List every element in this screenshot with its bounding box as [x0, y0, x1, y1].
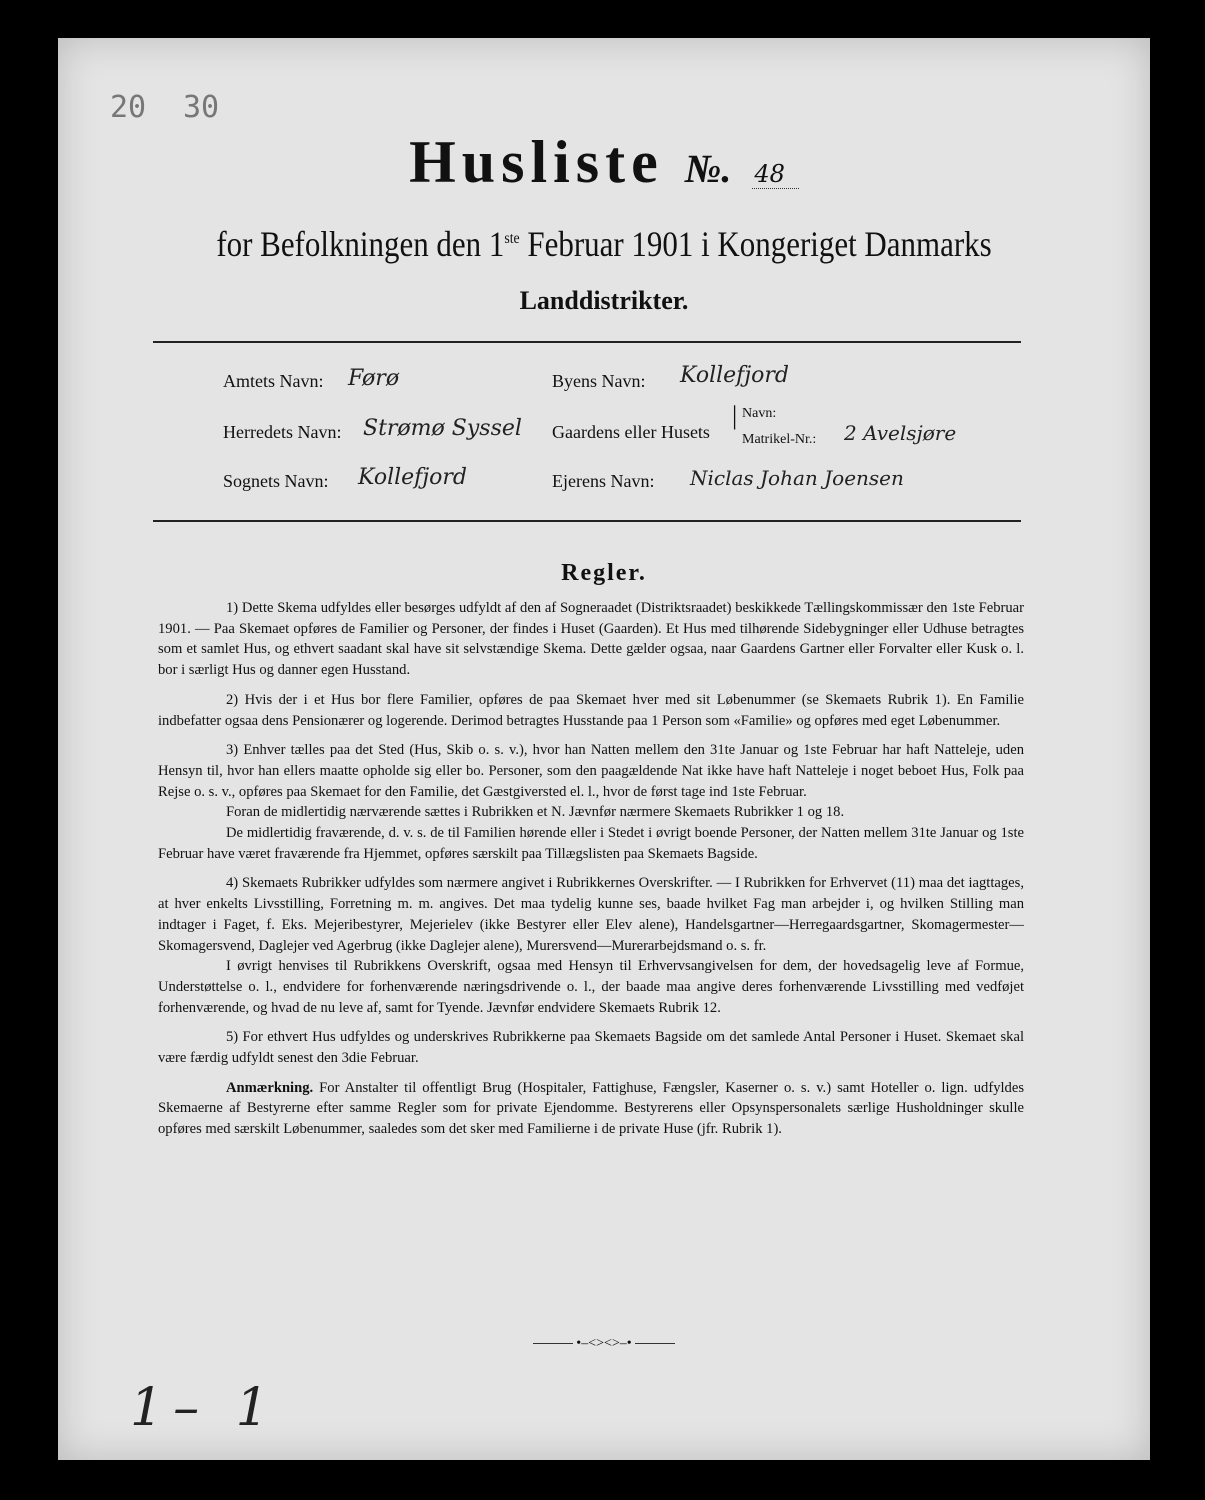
- navn-label: Navn:: [742, 406, 777, 421]
- stamp-number-right: 30: [183, 90, 220, 125]
- amt-value: Førø: [348, 366, 400, 391]
- rule-1: 1) Dette Skema udfyldes eller besørges udfyldt af den af Sogneraadet (Distriktsraadet) beskikkede Tællingskommissær den 1ste Februar 1901. — Paa Skemaet opføres de Familier og Personer, der findes i Huset (Gaarden). Et Hus med tilhørende Sidebygninger eller Udhuse betragtes som et samlet Hus, og ethvert saadant skal have sit selvstændige Skema. Dette gælder ogsaa, naar Gaardens Gartner eller Forvalter eller Kusk o. l. bor i særligt Hus og danner egen Husstand.: [158, 600, 1024, 679]
- sogn-label: Sognets Navn:: [223, 471, 329, 491]
- subtitle-pre: for Befolkningen den 1: [216, 224, 505, 264]
- rule-3: 3) Enhver tælles paa det Sted (Hus, Skib o. s. v.), hvor han Natten mellem den 31te Januar og 1ste Februar har haft Natteleje, uden Hensyn til, hvor han ellers maatte opholde sig eller bo. Personer, som den paagældende Nat ikke have haft Natteleje i noget beboet Hus, Folk paa Rejse o. s. v., opføres paa Skemaet for den Familie, det Gæstgiversted el. l., hvor de først tage ind 1ste Februar.: [158, 742, 1024, 800]
- subtitle-sup: ste: [504, 230, 520, 247]
- gaard-brace: |: [732, 401, 738, 430]
- rule-4b: I øvrigt henvises til Rubrikkens Overskrift, ogsaa med Hensyn til Erhvervsangivelsen for dem, der hovedsagelig leve af Formue, Understøttelse o. l., endvidere for forhenværende næringsdrivende o. l., der baade maa angive deres forhenværende Livsstilling med vedføjet forhenværende, og hvad de nu leve af, samt for Tyende. Jævnfør endvidere Skemaets Rubrik 12.: [158, 958, 1024, 1016]
- gaard-label: Gaardens eller Husets: [552, 422, 710, 442]
- rules-heading: Regler.: [561, 560, 647, 586]
- note-text: For Anstalter til offentligt Brug (Hospitaler, Fattighuse, Fængsler, Kaserner o. s. v.) samt Hoteller o. lign. udfyldes Skemaerne af Bestyrerne efter samme Regler som for private Ejendomme. Bestyrerens eller Opsynspersonalets særlige Husholdninger skulle opføres med særskilt Løbenummer, saaledes som det sker med Familierne i de private Huse (jfr. Rubrik 1).: [158, 1079, 1024, 1138]
- matrikel-value: 2 Avelsjøre: [844, 421, 957, 445]
- title-text: Husliste: [409, 129, 664, 195]
- number-value: 48: [752, 160, 799, 189]
- ejer-value: Niclas Johan Joensen: [690, 466, 904, 490]
- form-subtitle: [134, 223, 1073, 265]
- ornament-glyph: •–<><>–•: [576, 1336, 632, 1351]
- bottom-handwritten-mark: 1– 1: [130, 1378, 279, 1438]
- herred-label: Herredets Navn:: [223, 422, 342, 442]
- district-label: Landdistrikter.: [519, 286, 689, 315]
- ejer-label: Ejerens Navn:: [552, 471, 655, 491]
- herred-value: Strømø Syssel: [363, 416, 522, 441]
- subtitle-post: Februar 1901 i Kongeriget Danmarks: [519, 224, 992, 264]
- top-rule: [153, 341, 1021, 343]
- matrikel-label: Matrikel-Nr.:: [742, 432, 817, 447]
- ornament-line-right: [635, 1343, 675, 1344]
- rule-5: 5) For ethvert Hus udfyldes og underskrives Rubrikkerne paa Skemaets Bagside om det samlede Antal Personer i Huset. Skemaet skal være færdig udfyldt senest den 3die Februar.: [158, 1029, 1024, 1067]
- ornament-line-left: [533, 1343, 573, 1344]
- ornament: [58, 1336, 1150, 1352]
- rule-2: 2) Hvis der i et Hus bor flere Familier, opføres de paa Skemaet hver med sit Løbenummer (se Skemaets Rubrik 1). En Familie indbefatter ogsaa dens Pensionærer og logerende. Derimod betragtes Husstande paa 1 Person som «Familie» og opføres med eget Løbenummer.: [158, 691, 1024, 729]
- by-value: Kollefjord: [680, 363, 789, 388]
- note-label: Anmærkning.: [226, 1079, 314, 1096]
- number-label: №.: [684, 146, 732, 191]
- middle-rule: [153, 520, 1021, 522]
- rules-body: [158, 598, 1024, 1140]
- rule-3c: De midlertidig fraværende, d. v. s. de til Familien hørende eller i Stedet i øvrigt boende Personer, der Natten mellem 31te Januar og 1ste Februar have været fraværende fra Hjemmet, opføres særskilt paa Tillægslisten paa Skemaets Bagside.: [158, 825, 1024, 862]
- note-paragraph: [158, 1078, 1024, 1140]
- rule-4: 4) Skemaets Rubrikker udfyldes som nærmere angivet i Rubrikkernes Overskrifter. — I Rubrikken for Erhvervet (11) maa det iagttages, at hver enkelts Livsstilling, Forretning m. m. angives. Det maa tydelig kunne ses, baade hvilket Fag man arbejder i, og hvilken Stilling man indtager i Faget, f. Eks. Mejeribestyrer, Mejerielev (ikke Bestyrer eller Elev alene), Handelsgartner—Herregaardsgartner, Skomagermester—Skomagersvend, Daglejer ved Agerbrug (ikke Daglejer alene), Murersvend—Murerarbejdsmand o. s. fr.: [158, 875, 1024, 954]
- by-label: Byens Navn:: [552, 371, 646, 391]
- rule-3b: Foran de midlertidig nærværende sættes i Rubrikken et N. Jævnfør nærmere Skemaets Rubrikker 1 og 18.: [226, 804, 845, 821]
- form-title: [58, 128, 1150, 197]
- amt-label: Amtets Navn:: [223, 371, 324, 391]
- sogn-value: Kollefjord: [358, 465, 467, 490]
- stamp-number-left: 20: [110, 90, 147, 125]
- census-form-page: [58, 38, 1150, 1460]
